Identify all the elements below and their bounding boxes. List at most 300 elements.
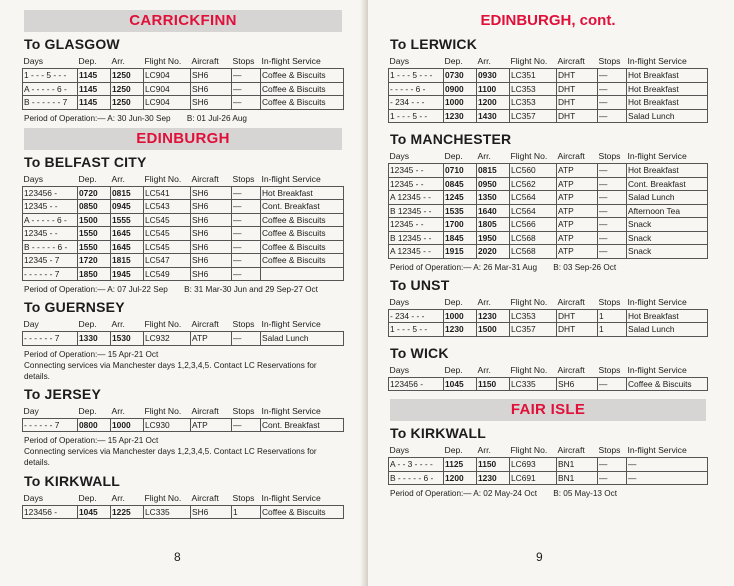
stops-cell: — — [598, 82, 627, 96]
page-number: 8 — [174, 550, 181, 564]
service-header: In-flight Service — [627, 445, 687, 456]
aircraft-cell: SH6 — [191, 254, 232, 268]
days-cell: 12345 - - — [389, 218, 444, 232]
service-cell: Coffee & Biscuits — [261, 227, 344, 241]
service-cell: Coffee & Biscuits — [627, 377, 708, 391]
stops-cell: — — [598, 204, 627, 218]
table-row — [23, 418, 344, 432]
flight-no-cell: LC335 — [510, 377, 557, 391]
connecting-note: Connecting services via Manchester days 1,2,3,4,5. Contact LC Reservations for details. — [24, 447, 317, 468]
table-row — [23, 69, 344, 83]
aircraft-cell: ATP — [557, 218, 598, 232]
section-banner-edinburgh: EDINBURGH — [24, 128, 342, 150]
flight-no-cell: LC904 — [144, 96, 191, 110]
days-cell: B - - - - - 6 - — [389, 471, 444, 485]
arr-cell: 0945 — [111, 200, 144, 214]
days-cell: - 234 - - - — [389, 96, 444, 110]
days-cell: A - - 3 - - - - — [389, 458, 444, 472]
stops-header: Stops — [598, 364, 621, 375]
flight-no-cell: LC357 — [510, 323, 557, 337]
stops-header: Stops — [232, 492, 255, 503]
service-cell: Coffee & Biscuits — [261, 82, 344, 96]
timetable-lerwick — [388, 54, 708, 123]
days-header: Days — [23, 492, 44, 503]
dep-cell: 1850 — [78, 267, 111, 281]
timetable-glasgow — [22, 54, 344, 110]
period-note-a: Period of Operation:— A: 26 Mar-31 Aug — [390, 262, 538, 272]
arr-cell: 1530 — [111, 332, 144, 346]
service-header: In-flight Service — [627, 364, 687, 375]
days-cell: 123456 - — [389, 377, 444, 391]
table-header-row — [389, 295, 708, 310]
table-row — [389, 96, 708, 110]
aircraft-cell: SH6 — [191, 240, 232, 254]
table-header-row — [23, 172, 344, 187]
stops-header: Stops — [232, 173, 255, 184]
dep-cell: 0800 — [78, 418, 111, 432]
period-note-manchester — [390, 262, 708, 273]
table-row — [23, 82, 344, 96]
period-note-glasgow — [24, 113, 344, 124]
flight-no-header: Flight No. — [510, 445, 548, 456]
flight-no-cell: LC564 — [510, 191, 557, 205]
dep-header: Dep. — [444, 151, 463, 161]
dep-cell: 1125 — [444, 458, 477, 472]
table-row — [23, 267, 344, 281]
stops-cell: — — [598, 471, 627, 485]
days-header: Days — [23, 56, 44, 66]
stops-cell: — — [598, 177, 627, 191]
arr-cell: 1945 — [111, 267, 144, 281]
aircraft-cell: SH6 — [191, 82, 232, 96]
stops-cell: — — [232, 213, 261, 227]
table-header-row — [389, 363, 708, 378]
table-row — [389, 69, 708, 83]
flight-no-header: Flight No. — [144, 405, 182, 416]
flight-no-cell: LC693 — [510, 458, 557, 472]
stops-cell: — — [232, 254, 261, 268]
dep-cell: 1550 — [78, 227, 111, 241]
arr-cell: 0930 — [477, 69, 510, 83]
dep-cell: 1045 — [78, 505, 111, 519]
dep-cell: 1915 — [444, 245, 477, 259]
flight-no-cell: LC335 — [144, 505, 191, 519]
arr-cell: 1150 — [477, 377, 510, 391]
service-cell: Cont. Breakfast — [261, 418, 344, 432]
flight-no-cell: LC545 — [144, 213, 191, 227]
stops-header: Stops — [232, 405, 255, 416]
table-header-row — [389, 54, 708, 69]
days-cell: 12345 - - — [23, 200, 78, 214]
stops-cell: — — [598, 377, 627, 391]
section-banner-fair-isle: FAIR ISLE — [390, 399, 706, 421]
dep-header: Dep. — [78, 56, 97, 66]
aircraft-header: Aircraft — [557, 296, 585, 307]
table-row — [389, 323, 708, 337]
service-cell: Coffee & Biscuits — [261, 505, 344, 519]
dep-header: Dep. — [78, 405, 97, 416]
arr-header: Arr. — [477, 56, 491, 66]
flight-no-cell: LC904 — [144, 82, 191, 96]
aircraft-cell: ATP — [557, 245, 598, 259]
left-page — [0, 0, 366, 586]
dep-header: Dep. — [78, 173, 97, 184]
stops-cell: — — [232, 186, 261, 200]
route-title-manchester: To MANCHESTER — [390, 131, 512, 147]
arr-cell: 1250 — [111, 96, 144, 110]
stops-cell: — — [598, 458, 627, 472]
stops-cell: 1 — [232, 505, 261, 519]
arr-cell: 1500 — [477, 323, 510, 337]
stops-header: Stops — [598, 445, 621, 456]
service-cell: Salad Lunch — [627, 191, 708, 205]
aircraft-cell: ATP — [191, 418, 232, 432]
dep-cell: 1230 — [444, 323, 477, 337]
arr-header: Arr. — [111, 405, 125, 416]
period-note-b: B: 01 Jul-26 Aug — [186, 113, 247, 123]
arr-header: Arr. — [111, 492, 125, 503]
period-note-b: B: 03 Sep-26 Oct — [553, 262, 617, 272]
days-header: Days — [389, 445, 410, 456]
arr-cell: 1250 — [111, 69, 144, 83]
days-header: Days — [389, 151, 410, 161]
days-cell: A - - - - - 6 - — [23, 213, 78, 227]
table-row — [389, 164, 708, 178]
table-row — [389, 377, 708, 391]
service-cell: Coffee & Biscuits — [261, 69, 344, 83]
table-row — [23, 213, 344, 227]
period-note-line: Period of Operation:— 15 Apr-21 Oct — [24, 349, 159, 359]
days-cell: 1 - - - 5 - - - — [389, 69, 444, 83]
period-note-a: Period of Operation:— A: 30 Jun-30 Sep — [24, 113, 171, 123]
stops-cell: — — [598, 109, 627, 123]
flight-no-cell: LC568 — [510, 231, 557, 245]
dep-header: Dep. — [444, 445, 463, 456]
route-title-guernsey: To GUERNSEY — [24, 299, 125, 316]
arr-header: Arr. — [111, 319, 125, 330]
table-row — [389, 204, 708, 218]
route-title-jersey: To JERSEY — [24, 385, 102, 402]
period-note-belfast — [24, 284, 344, 295]
flight-no-cell: LC904 — [144, 69, 191, 83]
route-title-lerwick: To LERWICK — [390, 36, 478, 52]
service-cell: — — [627, 471, 708, 485]
stops-cell: — — [598, 191, 627, 205]
days-cell: - 234 - - - — [389, 309, 444, 323]
dep-cell: 1535 — [444, 204, 477, 218]
arr-cell: 0815 — [111, 186, 144, 200]
table-row — [389, 245, 708, 259]
table-header-row — [23, 317, 344, 332]
dep-cell: 0720 — [78, 186, 111, 200]
aircraft-header: Aircraft — [557, 445, 585, 456]
timetable-jersey — [22, 404, 344, 433]
aircraft-header: Aircraft — [191, 492, 219, 503]
days-header: Days — [389, 56, 410, 66]
aircraft-header: Aircraft — [191, 405, 219, 416]
days-header: Day — [23, 319, 39, 330]
service-cell: — — [627, 458, 708, 472]
days-cell: B - - - - - - 7 — [23, 96, 78, 110]
period-note-b: B: 05 May-13 Oct — [553, 489, 617, 499]
stops-cell: — — [232, 267, 261, 281]
aircraft-header: Aircraft — [191, 319, 219, 330]
dep-cell: 1145 — [78, 69, 111, 83]
table-header-row — [23, 491, 344, 506]
aircraft-cell: SH6 — [191, 200, 232, 214]
service-cell: Hot Breakfast — [627, 164, 708, 178]
days-cell: 1 - - - 5 - - — [389, 109, 444, 123]
period-note-a: Period of Operation:— A: 07 Jul-22 Sep — [24, 285, 168, 295]
aircraft-header: Aircraft — [191, 173, 219, 184]
days-header: Days — [389, 364, 410, 375]
aircraft-cell: DHT — [557, 82, 598, 96]
stops-header: Stops — [598, 151, 621, 161]
flight-no-cell: LC357 — [510, 109, 557, 123]
arr-header: Arr. — [477, 296, 491, 307]
table-row — [389, 191, 708, 205]
table-row — [23, 254, 344, 268]
flight-no-cell: LC549 — [144, 267, 191, 281]
timetable-wick — [388, 363, 708, 392]
aircraft-cell: DHT — [557, 69, 598, 83]
table-row — [23, 96, 344, 110]
table-row — [389, 109, 708, 123]
stops-header: Stops — [598, 296, 621, 307]
service-header: In-flight Service — [261, 56, 321, 66]
dep-cell: 1845 — [444, 231, 477, 245]
stops-cell: — — [232, 200, 261, 214]
stops-cell: — — [232, 96, 261, 110]
arr-cell: 1000 — [111, 418, 144, 432]
flight-no-header: Flight No. — [510, 151, 548, 161]
dep-cell: 0730 — [444, 69, 477, 83]
route-title-belfast-city: To BELFAST CITY — [24, 153, 147, 170]
arr-cell: 1645 — [111, 240, 144, 254]
dep-cell: 1145 — [78, 96, 111, 110]
aircraft-cell: BN1 — [557, 458, 598, 472]
service-cell: Cont. Breakfast — [627, 177, 708, 191]
arr-cell: 1430 — [477, 109, 510, 123]
service-cell: Snack — [627, 231, 708, 245]
timetable-kirkwall-fair-isle — [388, 443, 708, 485]
days-header: Days — [389, 296, 410, 307]
timetable-belfast-city — [22, 172, 344, 282]
aircraft-cell: SH6 — [191, 267, 232, 281]
dep-header: Dep. — [78, 319, 97, 330]
flight-no-cell: LC562 — [510, 177, 557, 191]
days-cell: B - - - - - 6 - — [23, 240, 78, 254]
service-cell: Coffee & Biscuits — [261, 240, 344, 254]
stops-cell: — — [232, 332, 261, 346]
period-note-jersey — [24, 435, 344, 468]
days-cell: A - - - - - 6 - — [23, 82, 78, 96]
dep-header: Dep. — [444, 364, 463, 375]
timetable-manchester — [388, 149, 708, 259]
table-row — [23, 240, 344, 254]
aircraft-header: Aircraft — [557, 364, 585, 375]
flight-no-cell: LC543 — [144, 200, 191, 214]
stops-cell: — — [598, 69, 627, 83]
flight-no-cell: LC547 — [144, 254, 191, 268]
aircraft-cell: ATP — [557, 177, 598, 191]
aircraft-cell: ATP — [557, 204, 598, 218]
aircraft-header: Aircraft — [191, 56, 219, 66]
aircraft-cell: SH6 — [191, 505, 232, 519]
days-cell: 1 - - - 5 - - — [389, 323, 444, 337]
stops-cell: — — [598, 245, 627, 259]
section-header-edinburgh-cont: EDINBURGH, cont. — [480, 12, 616, 29]
flight-no-cell: LC541 — [144, 186, 191, 200]
stops-cell: — — [232, 69, 261, 83]
route-title-unst: To UNST — [390, 276, 450, 293]
service-header: In-flight Service — [627, 151, 687, 161]
aircraft-cell: SH6 — [191, 186, 232, 200]
service-header: In-flight Service — [261, 492, 321, 503]
dep-cell: 1200 — [444, 471, 477, 485]
aircraft-cell: ATP — [557, 231, 598, 245]
arr-header: Arr. — [111, 173, 125, 184]
arr-cell: 1230 — [477, 471, 510, 485]
table-row — [389, 471, 708, 485]
days-cell: B 12345 - - — [389, 231, 444, 245]
days-cell: 123456 - — [23, 186, 78, 200]
flight-no-header: Flight No. — [144, 56, 182, 66]
days-cell: 12345 - - — [23, 227, 78, 241]
right-page — [368, 0, 734, 586]
table-row — [23, 200, 344, 214]
table-row — [23, 227, 344, 241]
days-cell: 1 - - - 5 - - - — [23, 69, 78, 83]
service-header: In-flight Service — [261, 173, 321, 184]
flight-no-cell: LC568 — [510, 245, 557, 259]
stops-cell: — — [598, 164, 627, 178]
service-cell: Hot Breakfast — [627, 309, 708, 323]
arr-header: Arr. — [477, 364, 491, 375]
flight-no-cell: LC566 — [510, 218, 557, 232]
stops-cell: — — [232, 240, 261, 254]
route-title-glasgow: To GLASGOW — [24, 36, 120, 52]
service-cell: Hot Breakfast — [627, 96, 708, 110]
table-header-row — [389, 149, 708, 164]
flight-no-header: Flight No. — [144, 492, 182, 503]
dep-cell: 0710 — [444, 164, 477, 178]
arr-cell: 1230 — [477, 309, 510, 323]
dep-cell: 1230 — [444, 109, 477, 123]
flight-no-cell: LC353 — [510, 96, 557, 110]
page-number: 9 — [536, 550, 543, 564]
dep-cell: 0845 — [444, 177, 477, 191]
stops-header: Stops — [598, 56, 621, 66]
service-header: In-flight Service — [261, 319, 321, 330]
connecting-note: Connecting services via Manchester days 1,2,3,4,5. Contact LC Reservations for details. — [24, 360, 317, 381]
timetable-unst — [388, 295, 708, 337]
period-note-line: Period of Operation:— 15 Apr-21 Oct — [24, 436, 159, 446]
dep-cell: 1245 — [444, 191, 477, 205]
service-header: In-flight Service — [261, 405, 321, 416]
stops-cell: — — [232, 82, 261, 96]
stops-cell: — — [598, 218, 627, 232]
period-note-fair-isle — [390, 488, 708, 499]
days-cell: - - - - - - 7 — [23, 332, 78, 346]
service-cell: Salad Lunch — [261, 332, 344, 346]
aircraft-cell: BN1 — [557, 471, 598, 485]
arr-cell: 1645 — [111, 227, 144, 241]
days-cell: A 12345 - - — [389, 245, 444, 259]
days-cell: B 12345 - - — [389, 204, 444, 218]
arr-cell: 1350 — [477, 191, 510, 205]
days-cell: 12345 - - — [389, 164, 444, 178]
table-row — [23, 186, 344, 200]
dep-cell: 1500 — [78, 213, 111, 227]
flight-no-cell: LC353 — [510, 82, 557, 96]
service-cell: Salad Lunch — [627, 109, 708, 123]
dep-cell: 1720 — [78, 254, 111, 268]
period-note-guernsey — [24, 349, 344, 382]
service-header: In-flight Service — [627, 56, 687, 66]
arr-cell: 1815 — [111, 254, 144, 268]
arr-cell: 1950 — [477, 231, 510, 245]
days-cell: 12345 - 7 — [23, 254, 78, 268]
days-cell: - - - - - 6 - — [389, 82, 444, 96]
stops-cell: — — [598, 96, 627, 110]
period-note-b: B: 31 Mar-30 Jun and 29 Sep-27 Oct — [184, 285, 318, 295]
aircraft-cell: DHT — [557, 323, 598, 337]
arr-cell: 0950 — [477, 177, 510, 191]
dep-cell: 1000 — [444, 96, 477, 110]
aircraft-header: Aircraft — [557, 56, 585, 66]
service-cell — [261, 267, 344, 281]
dep-cell: 0900 — [444, 82, 477, 96]
service-cell: Hot Breakfast — [261, 186, 344, 200]
aircraft-cell: DHT — [557, 96, 598, 110]
service-cell: Afternoon Tea — [627, 204, 708, 218]
arr-header: Arr. — [477, 445, 491, 456]
flight-no-cell: LC564 — [510, 204, 557, 218]
service-cell: Coffee & Biscuits — [261, 254, 344, 268]
arr-cell: 1555 — [111, 213, 144, 227]
aircraft-cell: DHT — [557, 109, 598, 123]
dep-cell: 1700 — [444, 218, 477, 232]
stops-header: Stops — [232, 319, 255, 330]
route-title-kirkwall: To KIRKWALL — [390, 425, 487, 442]
days-header: Days — [23, 173, 44, 184]
timetable-kirkwall — [22, 491, 344, 520]
flight-no-header: Flight No. — [144, 319, 182, 330]
service-cell: Coffee & Biscuits — [261, 213, 344, 227]
flight-no-cell: LC545 — [144, 227, 191, 241]
stops-cell: — — [232, 418, 261, 432]
arr-cell: 1100 — [477, 82, 510, 96]
table-row — [389, 82, 708, 96]
timetable-guernsey — [22, 317, 344, 346]
days-cell: 12345 - - — [389, 177, 444, 191]
dep-cell: 1550 — [78, 240, 111, 254]
service-cell: Hot Breakfast — [627, 69, 708, 83]
dep-header: Dep. — [444, 296, 463, 307]
table-row — [389, 177, 708, 191]
service-cell: Snack — [627, 245, 708, 259]
arr-header: Arr. — [477, 151, 491, 161]
service-cell: Cont. Breakfast — [261, 200, 344, 214]
stops-cell: — — [232, 227, 261, 241]
days-cell: - - - - - - 7 — [23, 418, 78, 432]
arr-cell: 2020 — [477, 245, 510, 259]
arr-cell: 0815 — [477, 164, 510, 178]
arr-cell: 1640 — [477, 204, 510, 218]
table-header-row — [389, 443, 708, 458]
aircraft-cell: ATP — [557, 164, 598, 178]
